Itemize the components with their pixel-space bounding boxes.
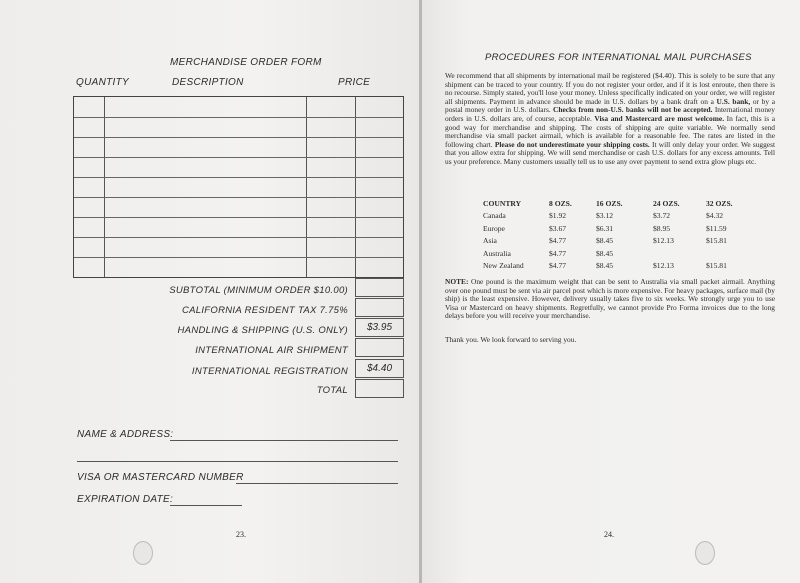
country-cell: Europe: [483, 223, 505, 233]
subtotal-box[interactable]: [355, 278, 404, 297]
price-column-header: PRICE: [338, 77, 371, 88]
rate-cell: $4.77: [549, 261, 567, 271]
air-shipment-label: INTERNATIONAL AIR SHIPMENT: [195, 345, 348, 356]
order-row[interactable]: [74, 177, 403, 197]
rate-cell: $8.95: [653, 223, 671, 233]
table-row: [483, 222, 736, 235]
name-address-line[interactable]: [170, 440, 398, 441]
note-text: One pound is the maximum weight that can be sent to Australia via small packet airmail. Anything over one pound must be sent via air parcel post which is more expensive. For heavy packages, surface mail (by ship) is the least expensive. However, delivery usually takes five to six weeks. We strongly urge you to use Visa or Mastercard on heavy shipments. Regretfully, we cannot provide Pro Forma invoices due to the long delays before you will receive your merchandise.: [445, 277, 775, 321]
header-cell: 16 OZS.: [596, 198, 623, 208]
rate-cell: $8.45: [596, 248, 614, 258]
card-number-line[interactable]: [236, 483, 398, 484]
tax-box[interactable]: [355, 298, 404, 317]
country-cell: Canada: [483, 211, 506, 221]
order-row[interactable]: [74, 117, 403, 137]
tax-label: CALIFORNIA RESIDENT TAX 7.75%: [181, 305, 348, 316]
order-items-table: [73, 96, 404, 278]
rate-cell: $12.13: [653, 236, 674, 246]
registration-label: INTERNATIONAL REGISTRATION: [191, 366, 348, 377]
rate-cell: $4.32: [706, 211, 724, 221]
rate-cell: [653, 247, 706, 260]
rate-cell: $3.72: [653, 211, 671, 221]
description-column-header: DESCRIPTION: [172, 77, 244, 88]
rate-cell: $15.81: [706, 261, 727, 271]
order-row[interactable]: [74, 257, 403, 277]
procedures-intro: We recommend that all shipments by international mail be registered ($4.40). This is solely to be sure that any shipment can be traced to your country. If you do not register your order, and if it is lost enroute, then there is no recourse. Simply stated, you'll lose your money. Unless specifically indicated on your order, we will register all shipments. Payment in advance should be made in U.S. dollars by a bank draft on a U.S. bank, or by a postal money order in U.S. dollars. Checks from non-U.S. banks will not be accepted. International money orders in U.S. dollars are, of course, acceptable. Visa and Mastercard are most welcome. In fact, this is a good way for merchandise and shipping. The costs of shipping are quite variable. We normally send merchandise via small packet airmail, which is available for a reasonable fee. The rates are listed in the following chart. Please do not underestimate your shipping costs. It will only delay your order. We suggest that you allow extra for shipping. We will send merchandise or cash U.S. dollars for any excess amounts. Tell us your preference. Many customers usually tell us to use any over payment to send extra glow plugs etc.: [445, 71, 775, 166]
punch-hole-left: [133, 541, 153, 565]
handling-value: $3.95: [355, 318, 404, 337]
total-label: TOTAL: [316, 385, 348, 396]
table-row: [483, 247, 736, 260]
address-line-2[interactable]: [77, 461, 398, 462]
order-row[interactable]: [74, 97, 403, 117]
card-number-label: VISA OR MASTERCARD NUMBER: [77, 472, 244, 483]
table-row: [483, 235, 736, 248]
country-cell: Asia: [483, 236, 497, 246]
note-label: NOTE:: [445, 277, 469, 286]
table-header-row: [483, 197, 736, 210]
note-paragraph: [445, 278, 775, 321]
total-box[interactable]: [355, 379, 404, 398]
header-cell: 32 OZS.: [706, 198, 733, 208]
rate-cell: $15.81: [706, 236, 727, 246]
rate-cell: $3.12: [596, 211, 614, 221]
header-cell: 24 OZS.: [653, 198, 680, 208]
name-address-label: NAME & ADDRESS:: [77, 429, 174, 440]
rate-cell: $4.77: [549, 248, 567, 258]
order-form-title: MERCHANDISE ORDER FORM: [170, 57, 322, 68]
registration-value: $4.40: [355, 359, 404, 378]
table-row: [483, 210, 736, 223]
rate-cell: $8.45: [596, 236, 614, 246]
order-row[interactable]: [74, 137, 403, 157]
rate-cell: $3.67: [549, 223, 567, 233]
quantity-column-header: QUANTITY: [76, 77, 129, 88]
page-number-right: 24.: [604, 530, 614, 539]
expiration-label: EXPIRATION DATE:: [77, 494, 174, 505]
header-cell: 8 OZS.: [549, 198, 572, 208]
country-cell: New Zealand: [483, 261, 524, 271]
rate-cell: $4.77: [549, 236, 567, 246]
rate-cell: $8.45: [596, 261, 614, 271]
page-number-left: 23.: [236, 530, 246, 539]
punch-hole-right: [695, 541, 715, 565]
order-row[interactable]: [74, 197, 403, 217]
expiration-line[interactable]: [170, 505, 242, 506]
header-cell: COUNTRY: [483, 198, 522, 208]
handling-label: HANDLING & SHIPPING (U.S. ONLY): [177, 325, 348, 336]
rate-cell: $11.59: [706, 223, 727, 233]
rate-cell: $6.31: [596, 223, 614, 233]
subtotal-label: SUBTOTAL (MINIMUM ORDER $10.00): [169, 285, 348, 296]
rate-cell: $1.92: [549, 211, 567, 221]
thank-you-text: Thank you. We look forward to serving you.: [445, 335, 577, 344]
procedures-title: PROCEDURES FOR INTERNATIONAL MAIL PURCHASES: [485, 52, 752, 63]
country-cell: Australia: [483, 248, 511, 258]
table-row: [483, 260, 736, 273]
rate-cell: [706, 247, 736, 260]
shipping-rates-table: [483, 197, 736, 272]
order-row[interactable]: [74, 157, 403, 177]
order-row[interactable]: [74, 217, 403, 237]
order-row[interactable]: [74, 237, 403, 257]
rate-cell: $12.13: [653, 261, 674, 271]
air-shipment-box[interactable]: [355, 338, 404, 357]
